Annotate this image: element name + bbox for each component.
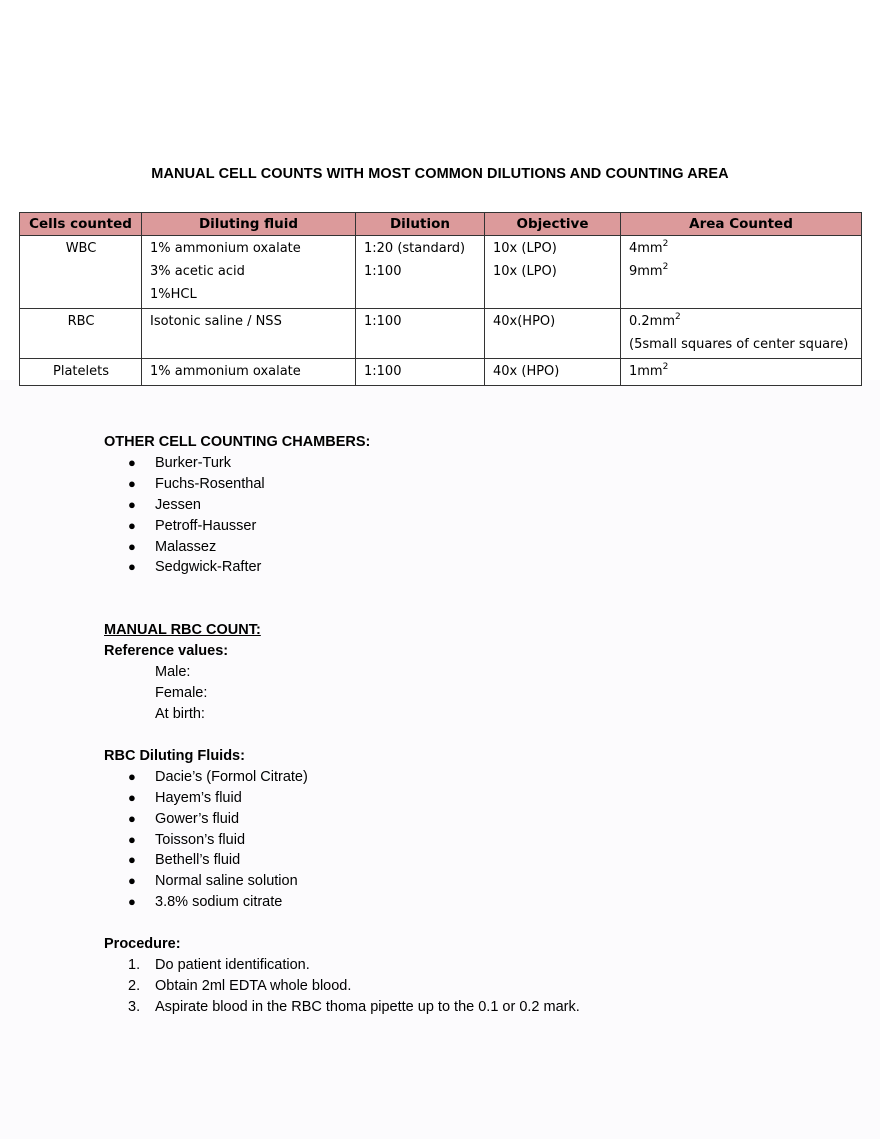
list-item: 3. Aspirate blood in the RBC thoma pipette up to the 0.1 or 0.2 mark. <box>104 997 844 1018</box>
table-header-row <box>20 213 862 236</box>
objective-value: 40x(HPO) <box>493 314 556 329</box>
dilution-value: 1:100 <box>364 314 402 329</box>
area-value: $9mm^2$ <box>629 262 669 279</box>
objective-value: 40x (HPO) <box>493 364 560 379</box>
step-number: 3. <box>128 998 141 1015</box>
objective-cell <box>485 236 621 309</box>
fluid-value: 3% acetic acid <box>150 264 245 279</box>
reference-female: Female: <box>155 685 208 702</box>
bullet-icon: ● <box>128 454 136 470</box>
list-item: ● Hayem’s fluid <box>104 788 844 809</box>
bullet-icon: ● <box>128 517 136 533</box>
objective-value: 10x (LPO) <box>493 241 557 256</box>
list-item: ● 3.8% sodium citrate <box>104 892 844 913</box>
bullet-icon: ● <box>128 789 136 805</box>
list-item: ● Dacie’s (Formol Citrate) <box>104 767 844 788</box>
table-row-platelets <box>20 359 862 386</box>
bullet-icon: ● <box>128 475 136 491</box>
cell-type: Platelets <box>20 359 142 386</box>
header-diluting-fluid: Diluting fluid <box>142 213 356 236</box>
bullet-icon: ● <box>128 538 136 554</box>
bullet-icon: ● <box>128 831 136 847</box>
bullet-icon: ● <box>128 852 136 868</box>
area-note: (5small squares of center square) <box>629 337 849 352</box>
table-row-wbc <box>20 236 862 309</box>
header-cells-counted: Cells counted <box>20 213 142 236</box>
cell-type: RBC <box>20 309 142 359</box>
area-cell <box>621 359 862 386</box>
diluting-fluid-cell <box>142 359 356 386</box>
list-item: ● Bethell’s fluid <box>104 850 844 871</box>
dilution-value: 1:100 <box>364 264 402 279</box>
cell-type: WBC <box>20 236 142 309</box>
fluid-value: 1% ammonium oxalate <box>150 241 301 256</box>
procedure-list <box>104 955 844 1018</box>
bullet-icon: ● <box>128 873 136 889</box>
dilution-table <box>19 212 862 386</box>
area-value: $1mm^2$ <box>629 362 669 379</box>
list-item: ● Normal saline solution <box>104 871 844 892</box>
header-objective: Objective <box>485 213 621 236</box>
reference-values-heading: Reference values: <box>104 643 229 660</box>
step-number: 2. <box>128 977 141 994</box>
document-body <box>104 432 844 1018</box>
objective-value: 10x (LPO) <box>493 264 557 279</box>
fluid-value: Isotonic saline / NSS <box>150 314 282 329</box>
fluid-value: 1%HCL <box>150 287 197 302</box>
reference-at-birth: At birth: <box>155 705 205 722</box>
page-title: MANUAL CELL COUNTS WITH MOST COMMON DILUTIONS AND COUNTING AREA <box>151 166 729 182</box>
header-area-counted: Area Counted <box>621 213 862 236</box>
area-value: $0.2mm^2$ <box>629 312 681 329</box>
dilution-value: 1:100 <box>364 364 402 379</box>
dilution-cell <box>356 309 485 359</box>
rbc-fluids-heading: RBC Diluting Fluids: <box>104 747 245 764</box>
procedure-heading: Procedure: <box>104 936 181 953</box>
chambers-heading: OTHER CELL COUNTING CHAMBERS: <box>104 434 371 450</box>
bullet-icon: ● <box>128 894 136 910</box>
bullet-icon: ● <box>128 810 136 826</box>
list-item: ● Burker-Turk <box>104 453 844 474</box>
objective-cell <box>485 309 621 359</box>
diluting-fluid-cell <box>142 309 356 359</box>
list-item: ● Fuchs-Rosenthal <box>104 474 844 495</box>
chambers-list <box>104 453 844 578</box>
reference-male: Male: <box>155 664 191 681</box>
list-item: ● Jessen <box>104 495 844 516</box>
area-cell <box>621 236 862 309</box>
header-dilution: Dilution <box>356 213 485 236</box>
list-item: ● Sedgwick-Rafter <box>104 557 844 578</box>
step-number: 1. <box>128 957 141 974</box>
list-item: ● Gower’s fluid <box>104 809 844 830</box>
area-cell <box>621 309 862 359</box>
dilution-value: 1:20 (standard) <box>364 241 466 256</box>
list-item: ● Petroff-Hausser <box>104 516 844 537</box>
objective-cell <box>485 359 621 386</box>
fluid-value: 1% ammonium oxalate <box>150 364 301 379</box>
area-value: $4mm^2$ <box>629 239 669 256</box>
table-row-rbc <box>20 309 862 359</box>
bullet-icon: ● <box>128 559 136 575</box>
dilution-cell <box>356 359 485 386</box>
list-item: ● Malassez <box>104 537 844 558</box>
bullet-icon: ● <box>128 496 136 512</box>
list-item: ● Toisson’s fluid <box>104 830 844 851</box>
list-item: 1. Do patient identification. <box>104 955 844 976</box>
rbc-fluids-list <box>104 767 844 913</box>
list-item: 2. Obtain 2ml EDTA whole blood. <box>104 976 844 997</box>
diluting-fluid-cell <box>142 236 356 309</box>
dilution-cell <box>356 236 485 309</box>
bullet-icon: ● <box>128 768 136 784</box>
rbc-count-heading: MANUAL RBC COUNT: <box>104 622 261 639</box>
